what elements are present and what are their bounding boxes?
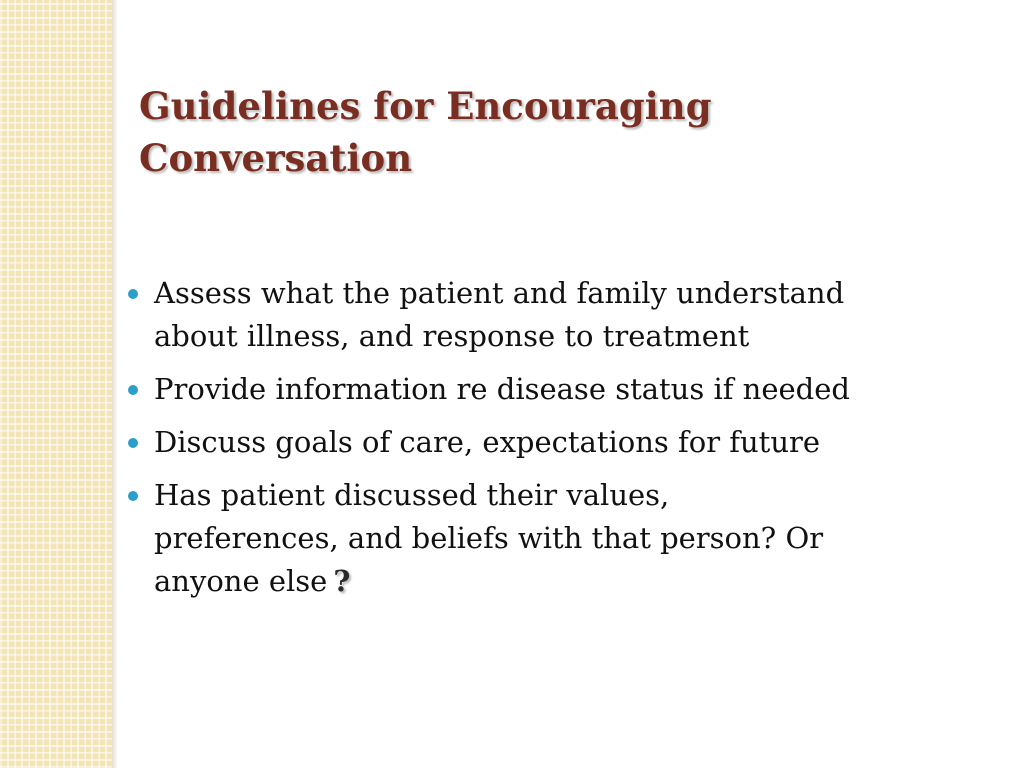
bullet-text-line: about illness, and response to treatment: [154, 319, 750, 353]
bullet-text-line: Discuss goals of care, expectations for future: [154, 425, 821, 459]
bullet-item-provide-info: [126, 368, 1006, 411]
slide-title-line-2: Conversation: [139, 136, 413, 180]
bullet-text-line: Has patient discussed their values,: [154, 478, 670, 512]
bullet-dot-icon: [128, 438, 138, 448]
bullet-item-discuss-goals: [126, 421, 1006, 464]
bullet-list: [126, 272, 1006, 613]
bullet-item-assess: [126, 272, 1006, 358]
question-mark-emphasis: ?: [333, 564, 351, 598]
bullet-text-line: Provide information re disease status if needed: [154, 372, 850, 406]
side-band-shadow: [112, 0, 118, 768]
bullet-text: anyone else: [154, 564, 328, 598]
decorative-side-band: [0, 0, 112, 768]
bullet-dot-icon: [128, 491, 138, 501]
bullet-text-line: Assess what the patient and family understand: [154, 276, 845, 310]
bullet-dot-icon: [128, 385, 138, 395]
bullet-text-line-last: [154, 560, 1006, 603]
bullet-text-line: preferences, and beliefs with that person? Or: [154, 521, 824, 555]
slide-title: [139, 80, 979, 184]
bullet-item-values: [126, 474, 1006, 603]
bullet-dot-icon: [128, 289, 138, 299]
slide-title-line-1: Guidelines for Encouraging: [139, 84, 712, 128]
